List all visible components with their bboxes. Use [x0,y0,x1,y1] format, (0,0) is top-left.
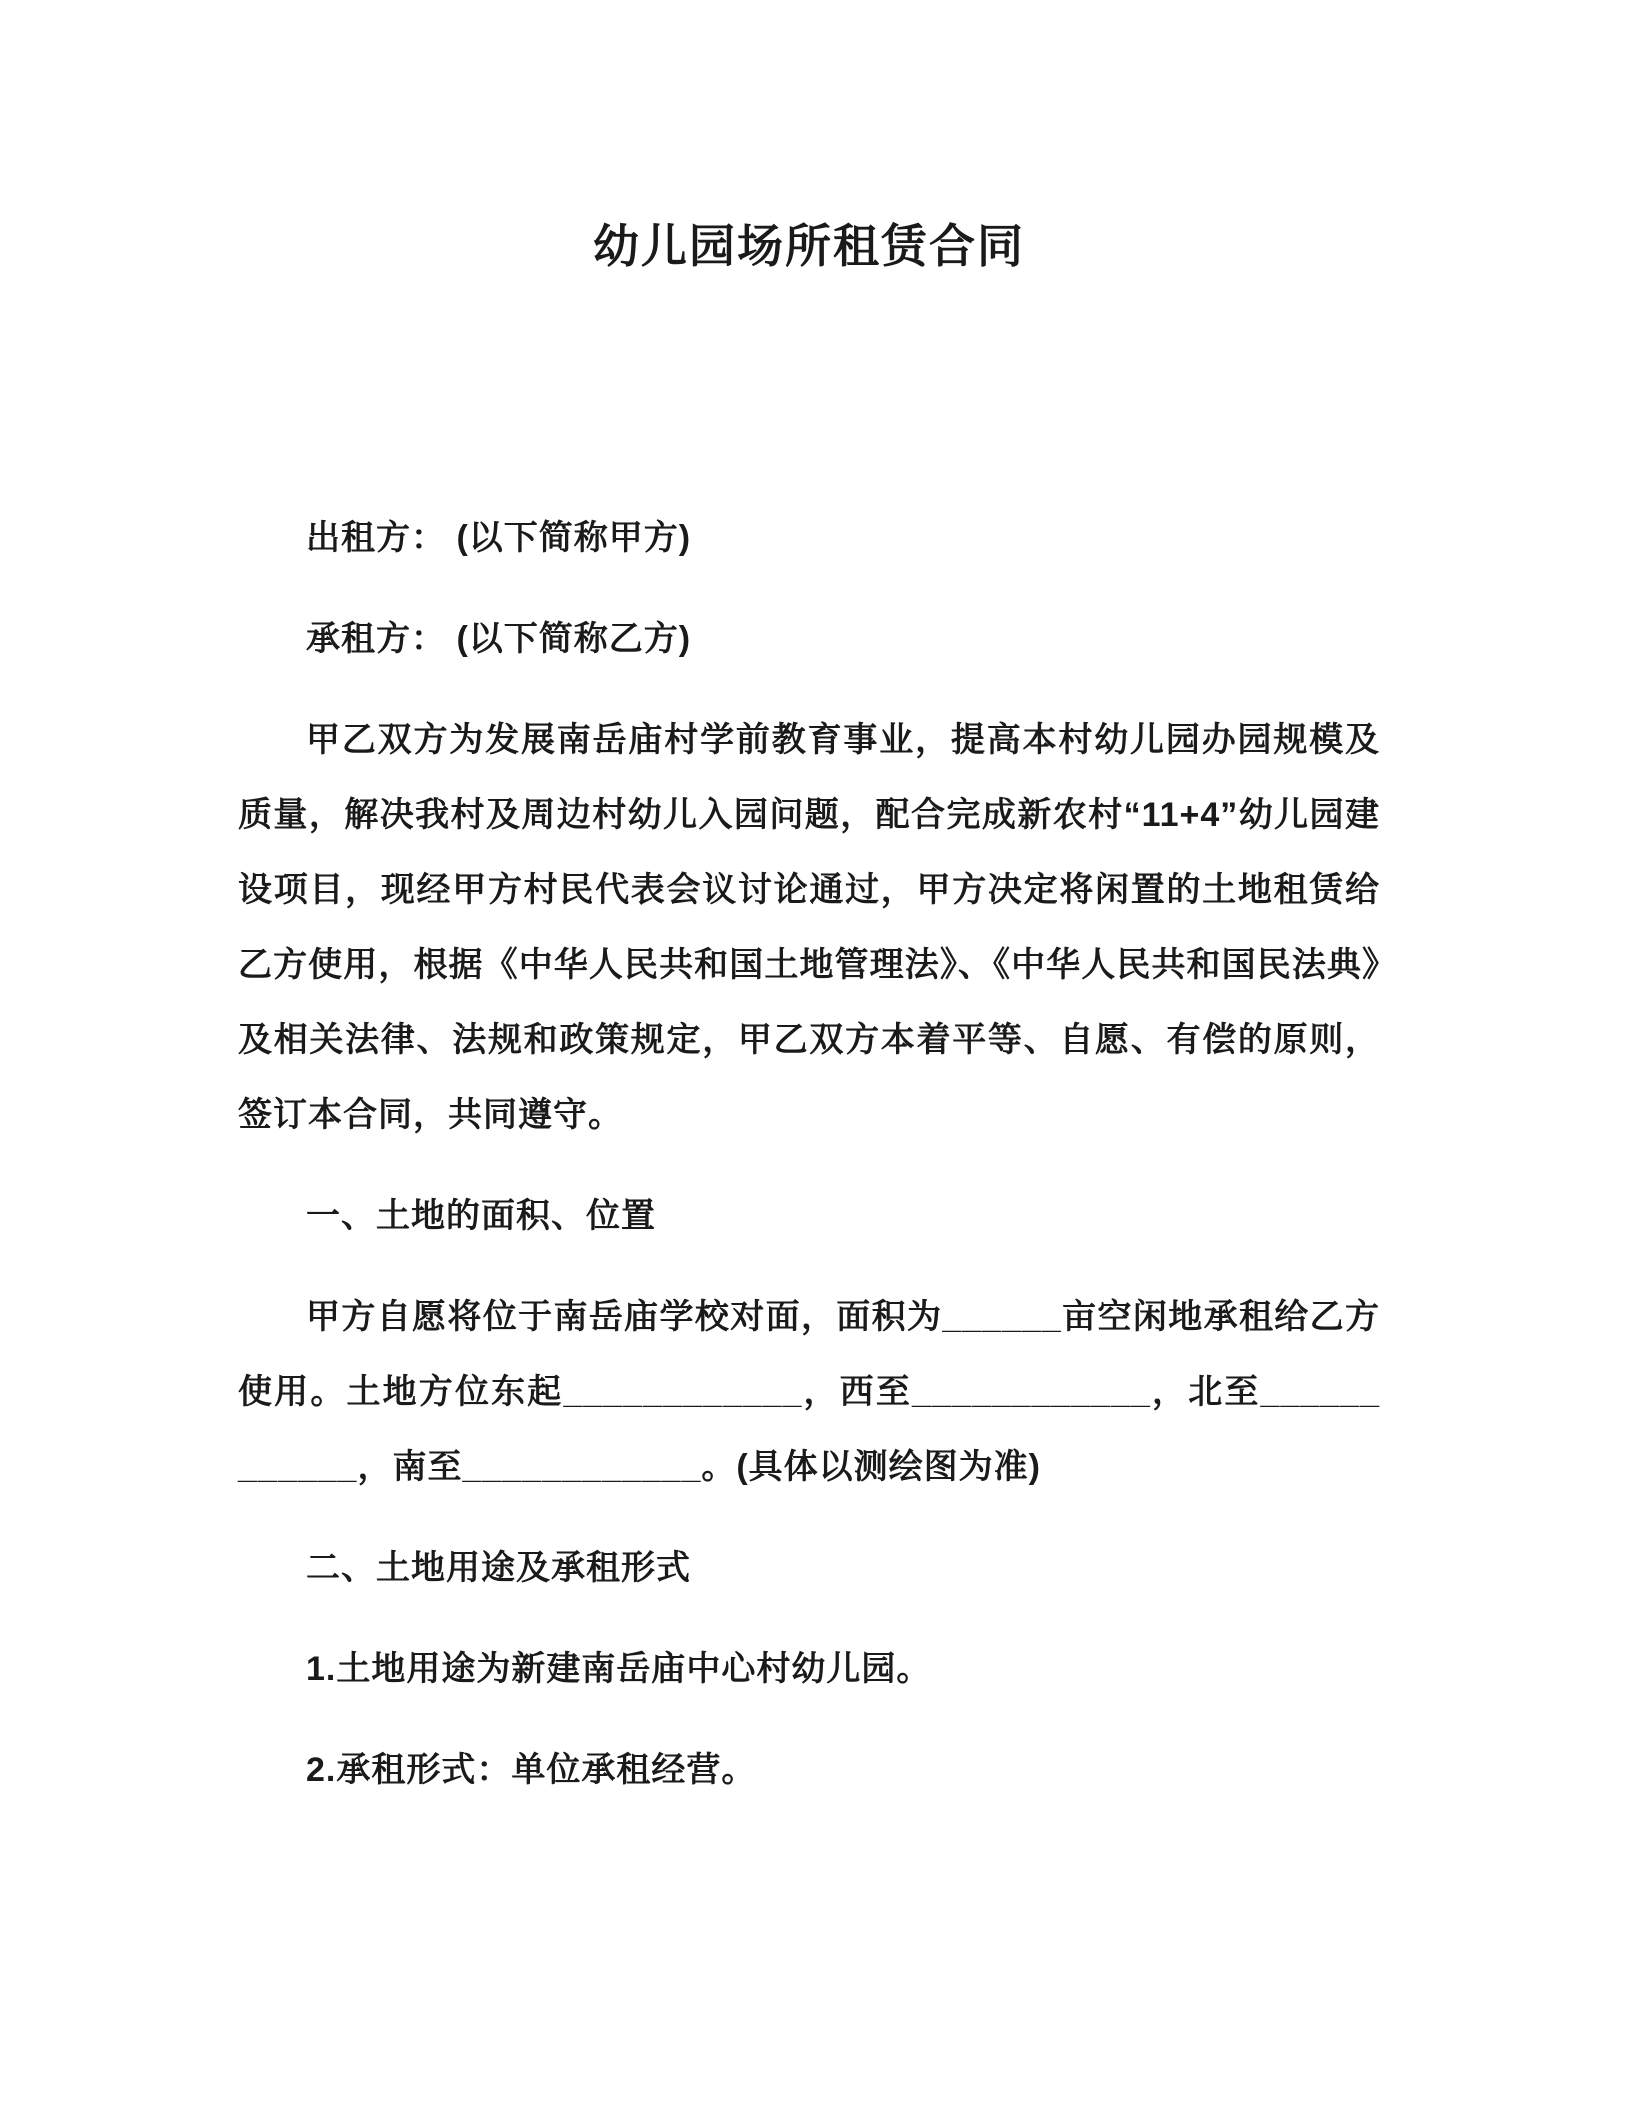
document-title: 幼儿园场所租赁合同 [593,220,1025,272]
paragraph-lessee-line: 承租方： (以下简称乙方) [306,620,692,658]
item-land-use: 1.土地用途为新建南岳庙中心村幼儿园。 [306,1650,932,1688]
paragraph-lessor-line: 出租方： (以下简称甲方) [306,519,692,557]
item-lease-form: 2.承租形式：单位承租经营。 [306,1751,757,1789]
section-1-body: 甲方自愿将位于南岳庙学校对面，面积为______亩空闲地承租给乙方使用。土地方位东起____________，西至____________，北至____________，南至____________。(具体以测绘图为准) [238,1298,1380,1486]
paragraph-preamble: 甲乙双方为发展南岳庙村学前教育事业，提高本村幼儿园办园规模及质量，解决我村及周边村幼儿入园问题，配合完成新农村“11+4”幼儿园建设项目，现经甲方村民代表会议讨论通过，甲方决定将闲置的土地租赁给乙方使用，根据《中华人民共和国土地管理法》、《中华人民共和国民法典》及相关法律、法规和政策规定，甲乙双方本着平等、自愿、有偿的原则，签订本合同，共同遵守。 [238,721,1380,1134]
section-2-heading: 二、土地用途及承租形式 [306,1549,691,1587]
section-1-heading: 一、土地的面积、位置 [306,1197,656,1235]
